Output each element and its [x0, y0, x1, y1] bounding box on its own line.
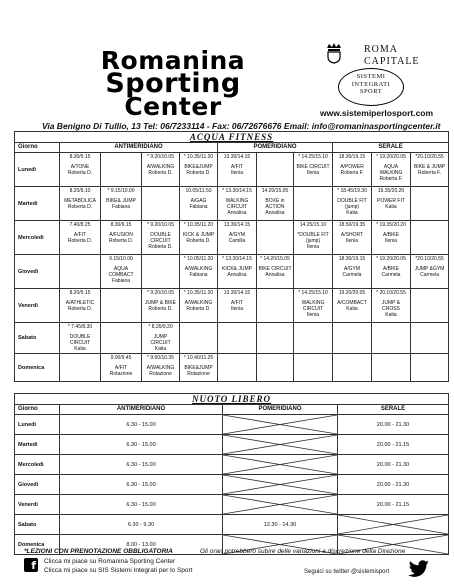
class-name: WALKING CIRCUIT: [301, 300, 325, 312]
class-instructor: Ilenia: [346, 238, 358, 244]
class-cell: [60, 323, 101, 354]
class-time: 8.20/9.15: [69, 290, 91, 296]
class-name: A/ATHLETIC: [65, 300, 95, 306]
class-instructor: Rotazione: [109, 371, 133, 377]
crest-icon: [324, 42, 344, 64]
nuoto-header-giorno: Giorno: [15, 405, 60, 415]
class-instructor: Roberta D.: [148, 244, 173, 250]
class-cell: [218, 153, 257, 187]
class-name: JUMP & BIKE: [144, 300, 177, 306]
logo-line-3: Center: [124, 92, 222, 121]
class-instructor: Roberta D.: [148, 170, 173, 176]
class-instructor: Katia: [74, 346, 86, 352]
class-time: 14.25/15.10: [299, 222, 327, 228]
table-row: [15, 187, 449, 221]
class-time: * 9.20/10.05: [147, 222, 174, 228]
class-cell: [218, 289, 257, 323]
logo-line-1: Romanina: [100, 46, 246, 75]
class-time: * 14.25/15.10: [298, 290, 328, 296]
class-instructor: Ilenia: [231, 170, 243, 176]
class-cell: [101, 153, 142, 187]
class-name: BIKE CIRCUIT: [296, 164, 330, 170]
day-label: Lunedì: [15, 415, 60, 435]
day-label: Mercoledì: [15, 455, 60, 475]
class-cell: [142, 323, 180, 354]
afternoon-hours: [223, 415, 338, 435]
class-instructor: Fabiana: [111, 204, 131, 210]
class-instructor: Ilenia: [231, 306, 243, 312]
class-cell: [333, 289, 372, 323]
capitale-text: CAPITALE: [364, 56, 420, 67]
class-cell: [180, 354, 218, 382]
day-label: Sabato: [15, 515, 60, 535]
table-row: [15, 475, 449, 495]
address-line: Via Benigno Di Tullio, 13 Tel: 06/7233114 - Fax: 06/72676676 Email: info@romaninasportingcenter.it: [42, 121, 441, 131]
class-time: *20.10/20.55: [415, 256, 444, 262]
class-time: 13.30/14.15: [223, 290, 251, 296]
class-cell: [372, 255, 411, 289]
class-cell: [411, 354, 449, 382]
class-cell: [142, 187, 180, 221]
day-label: Venerdì: [15, 495, 60, 515]
class-name: AQUA WALKING: [379, 164, 403, 176]
class-instructor: Katia: [385, 312, 397, 318]
class-name: JUMP &GYM: [414, 266, 445, 272]
table-row: [15, 455, 449, 475]
class-name: DOUBLE FIT (jump): [337, 198, 367, 210]
facebook-link-2[interactable]: Clicca mi piace su SIS Sistemi Integrati per lo Sport: [44, 567, 193, 574]
class-name: A/TONE: [70, 164, 90, 170]
sporting-center-logo: [58, 46, 288, 121]
class-cell: [180, 221, 218, 255]
afternoon-hours: 12.30 - 14.30: [223, 515, 338, 535]
class-cell: [411, 187, 449, 221]
class-time: 8.30/9.15: [110, 222, 132, 228]
class-instructor: Carmela: [420, 272, 439, 278]
closed-cross-icon: [223, 415, 337, 434]
class-name: A/GYM: [343, 266, 361, 272]
nuoto-header-antimeridiano: ANTIMERIDIANO: [60, 405, 223, 415]
evening-hours: 20.00 - 21.15: [338, 435, 449, 455]
class-instructor: Carmela: [342, 272, 362, 278]
class-time: * 9.20/10.05: [147, 154, 174, 160]
class-name: A/GAG: [190, 198, 207, 204]
class-cell: [180, 153, 218, 187]
class-cell: [372, 289, 411, 323]
class-instructor: Annalisa: [265, 272, 285, 278]
sis-line-1: SISTEMI: [356, 73, 386, 80]
table-row: [15, 153, 449, 187]
class-instructor: Roberta D.: [67, 204, 93, 210]
class-time: * 9.15/10.00: [107, 188, 135, 194]
class-cell: [411, 255, 449, 289]
sis-line-2: INTEGRATI: [351, 80, 391, 88]
class-name: A/FUSION: [109, 232, 133, 238]
afternoon-hours: [223, 435, 338, 455]
morning-hours: 6.30 - 9.30: [60, 515, 223, 535]
class-instructor: Rotazione: [149, 371, 172, 377]
class-time: * 10.35/11.20: [183, 290, 214, 296]
class-time: * 19.20/20.05: [376, 154, 406, 160]
class-cell: [101, 187, 142, 221]
class-name: DOUBLE CIRCUIT: [150, 232, 171, 244]
header-pomeridiano: POMERIDIANO: [218, 143, 333, 153]
class-cell: [60, 221, 101, 255]
day-label: Martedì: [15, 187, 60, 221]
class-name: BIKE & JUMP: [413, 164, 446, 170]
table-row: [15, 415, 449, 435]
class-time: * 9.50/10.35: [147, 355, 174, 361]
class-instructor: Ilenia: [307, 312, 319, 318]
roma-text: ROMA: [364, 44, 399, 55]
sis-line-3: SPORT: [359, 88, 383, 95]
class-cell: [142, 153, 180, 187]
nuoto-header-pomeridiano: POMERIDIANO: [223, 405, 338, 415]
class-cell: [333, 153, 372, 187]
day-label: Domenica: [15, 535, 60, 555]
class-time: 10.05/11.50: [185, 188, 212, 194]
class-time: 9.00/9.45: [110, 355, 132, 361]
booking-note: *LEZIONI CON PRENOTAZIONE OBBLIGATORIA: [24, 548, 173, 555]
class-name: BOXE in ACTION: [265, 198, 285, 210]
class-cell: [257, 323, 294, 354]
class-time: * 8.35/9.20: [148, 324, 173, 330]
class-cell: [180, 187, 218, 221]
class-cell: [372, 354, 411, 382]
class-cell: [372, 323, 411, 354]
class-instructor: Roberta D.: [186, 306, 211, 312]
class-name: A/SHORT: [340, 232, 364, 238]
morning-hours: 6.30 - 15.00: [60, 415, 223, 435]
class-time: 8.30/9.15: [69, 154, 91, 160]
class-time: 18.30/19.15: [338, 256, 366, 262]
twitter-link[interactable]: Seguici su twitter @sistemisport: [304, 569, 390, 575]
table-row: [15, 323, 449, 354]
class-instructor: Ilenia: [307, 244, 319, 250]
class-instructor: Camilla: [228, 238, 246, 244]
class-cell: [180, 323, 218, 354]
evening-hours: 20.00 - 21.30: [338, 415, 449, 435]
disclaimer: Gli orari potrebbero subire delle variazioni a discrezione della Direzione: [200, 548, 406, 555]
closed-cross-icon: [223, 435, 337, 454]
class-cell: [411, 153, 449, 187]
class-cell: [257, 255, 294, 289]
class-cell: [101, 255, 142, 289]
class-time: * 14.20/15.05: [260, 256, 290, 262]
class-instructor: Roberta D.: [67, 170, 93, 176]
class-cell: [294, 153, 333, 187]
class-cell: [60, 153, 101, 187]
class-time: 19.20/20.05: [338, 290, 366, 296]
class-name: BIKE CIRCUIT: [258, 266, 292, 272]
nuoto-title: NUOTO LIBERO: [15, 394, 449, 405]
afternoon-hours: [223, 455, 338, 475]
day-label: Martedì: [15, 435, 60, 455]
evening-hours: 20.00 - 21.15: [338, 495, 449, 515]
day-label: Giovedì: [15, 255, 60, 289]
class-cell: [218, 354, 257, 382]
class-name: POWER FIT: [377, 198, 405, 204]
class-cell: [411, 289, 449, 323]
facebook-icon[interactable]: f: [24, 558, 38, 572]
class-instructor: Katia: [346, 210, 358, 216]
class-name: METABOLICA: [64, 198, 96, 204]
class-name: A/FIT: [230, 300, 244, 306]
class-time: * 14.25/15.10: [298, 154, 328, 160]
class-time: 14.20/15.05: [261, 188, 289, 194]
day-label: Venerdì: [15, 289, 60, 323]
class-time: *20.10/20.55: [415, 154, 444, 160]
class-time: 18.50/19.35: [338, 222, 366, 228]
header-antimeridiano: ANTIMERIDIANO: [60, 143, 218, 153]
class-time: * 10.35/11.20: [183, 154, 214, 160]
closed-cross-icon: [223, 475, 337, 494]
table-row: [15, 255, 449, 289]
class-instructor: Katia: [346, 306, 358, 312]
class-instructor: Annalisa: [227, 272, 247, 278]
class-time: * 7.45/8.30: [67, 324, 93, 330]
day-label: Lunedì: [15, 153, 60, 187]
class-instructor: Roberta D.: [186, 170, 211, 176]
class-name: A/BIKE: [382, 232, 400, 238]
class-time: * 10.35/11.20: [183, 222, 214, 228]
class-cell: [142, 354, 180, 382]
class-time: * 10.40/11.25: [183, 355, 214, 361]
class-cell: [257, 221, 294, 255]
class-cell: [257, 187, 294, 221]
class-cell: [218, 255, 257, 289]
sistemi-integrati-logo: [338, 68, 404, 106]
class-name: KICK& JUMP: [221, 266, 252, 272]
class-cell: [101, 221, 142, 255]
class-instructor: Roberta F.: [379, 176, 403, 182]
class-instructor: Fabiana: [189, 272, 208, 278]
class-cell: [333, 221, 372, 255]
class-cell: [60, 187, 101, 221]
facebook-link-1[interactable]: Clicca mi piace su Romanina Sporting Center: [44, 558, 176, 565]
table-row: [15, 289, 449, 323]
class-cell: [60, 354, 101, 382]
class-cell: [294, 187, 333, 221]
class-instructor: Ilenia: [307, 170, 319, 176]
day-label: Mercoledì: [15, 221, 60, 255]
class-name: BIKE&JUMP: [184, 164, 213, 170]
class-name: A/POWER: [340, 164, 364, 170]
class-name: JUMP & CROSS: [381, 300, 401, 312]
class-name: JUMP CIRCUIT: [150, 334, 171, 346]
class-instructor: Fabiana: [111, 278, 131, 284]
class-cell: [411, 221, 449, 255]
class-instructor: Annalisa: [227, 210, 247, 216]
class-instructor: Rotazione: [187, 371, 210, 377]
class-name: A/COMBACT: [337, 300, 367, 306]
class-cell: [294, 323, 333, 354]
day-label: Sabato: [15, 323, 60, 354]
class-cell: [142, 221, 180, 255]
evening-hours: 20.00 - 21.30: [338, 455, 449, 475]
class-instructor: Roberta D.: [186, 238, 211, 244]
class-instructor: Roberta D.: [67, 306, 93, 312]
class-name: A/FIT: [230, 164, 244, 170]
class-cell: [218, 221, 257, 255]
class-cell: [333, 187, 372, 221]
class-name: *DOUBLE FIT (jump): [297, 232, 329, 244]
class-name: DOUBLE CIRCUIT: [69, 334, 91, 346]
class-cell: [257, 289, 294, 323]
afternoon-hours: [223, 495, 338, 515]
class-name: A/WALKING: [184, 300, 213, 306]
class-name: KICK & JUMP: [182, 232, 215, 238]
class-cell: [372, 221, 411, 255]
acqua-title: ACQUA FITNESS: [15, 132, 449, 143]
class-name: A/FIT: [114, 365, 128, 371]
header-serale: SERALE: [333, 143, 449, 153]
class-time: * 13.30/14.15: [222, 188, 252, 194]
class-cell: [218, 323, 257, 354]
table-row: [15, 515, 449, 535]
nuoto-header-serale: SERALE: [338, 405, 449, 415]
class-name: A/GYM: [228, 232, 246, 238]
closed-cross-icon: [338, 515, 448, 534]
class-time: 18.30/19.15: [338, 154, 366, 160]
class-name: BIKE& JUMP: [106, 198, 136, 204]
table-row: [15, 435, 449, 455]
class-time: 7.40/8.25: [69, 222, 91, 228]
class-cell: [60, 289, 101, 323]
closed-cross-icon: [223, 495, 337, 514]
table-row: [15, 221, 449, 255]
evening-hours: [338, 515, 449, 535]
class-instructor: Katia: [154, 346, 167, 352]
morning-hours: 6.30 - 15.00: [60, 435, 223, 455]
class-cell: [142, 255, 180, 289]
nuoto-libero-table: [14, 393, 449, 555]
morning-hours: 6.30 - 15.00: [60, 455, 223, 475]
evening-hours: 20.00 - 21.30: [338, 475, 449, 495]
class-cell: [333, 323, 372, 354]
class-time: * 20.10/20.55: [376, 290, 406, 296]
class-instructor: Katia: [385, 204, 397, 210]
class-cell: [101, 323, 142, 354]
class-name: A/FIT: [73, 232, 87, 238]
morning-hours: 6.30 - 15.00: [60, 475, 223, 495]
day-label: Domenica: [15, 354, 60, 382]
class-cell: [101, 354, 142, 382]
class-time: * 19.35/20.20: [376, 222, 406, 228]
class-name: A/WALKING: [146, 164, 175, 170]
acqua-fitness-table: [14, 131, 449, 382]
class-time: * 18.45/19.30: [337, 188, 367, 194]
class-name: A/WALKING: [184, 266, 213, 272]
closed-cross-icon: [223, 455, 337, 474]
class-name: AQUA COMBACT: [108, 266, 134, 278]
class-cell: [180, 289, 218, 323]
class-name: WALKING CIRCUIT: [225, 198, 249, 210]
class-cell: [294, 354, 333, 382]
class-instructor: Roberta D.: [148, 306, 173, 312]
class-time: 8.20/9.10: [69, 188, 91, 194]
twitter-bird-icon[interactable]: [408, 560, 430, 578]
class-cell: [218, 187, 257, 221]
class-cell: [294, 289, 333, 323]
class-cell: [257, 354, 294, 382]
class-time: 13.30/14.15: [223, 222, 251, 228]
class-cell: [411, 323, 449, 354]
table-row: [15, 354, 449, 382]
class-cell: [294, 255, 333, 289]
class-cell: [60, 255, 101, 289]
class-instructor: Roberta D.: [108, 238, 134, 244]
logo-line-2: Sporting: [105, 68, 241, 99]
class-cell: [372, 187, 411, 221]
afternoon-hours: [223, 475, 338, 495]
class-time: * 13.30/14.15: [222, 256, 252, 262]
class-instructor: Carmela: [381, 272, 401, 278]
class-instructor: Fabiana: [189, 204, 208, 210]
website-link[interactable]: www.sistemiperlosport.com: [320, 108, 434, 118]
table-row: [15, 495, 449, 515]
class-cell: [180, 255, 218, 289]
class-cell: [142, 289, 180, 323]
class-instructor: Roberta D.: [67, 238, 93, 244]
class-instructor: Ilenia: [385, 238, 397, 244]
class-cell: [333, 255, 372, 289]
class-time: * 9.20/10.05: [147, 290, 174, 296]
class-time: 9.15/10.00: [109, 256, 133, 262]
class-time: 13.30/14.15: [223, 154, 251, 160]
class-cell: [372, 153, 411, 187]
class-cell: [333, 354, 372, 382]
day-label: Giovedì: [15, 475, 60, 495]
header-giorno: Giorno: [15, 143, 60, 153]
morning-hours: 8.00 - 13.00: [60, 535, 223, 555]
class-time: 19.35/20.20: [377, 188, 405, 194]
class-instructor: Roberta F.: [340, 170, 364, 176]
class-instructor: Annalisa: [265, 210, 285, 216]
class-name: BIKE&JUMP: [184, 365, 213, 371]
class-name: A/BIKE: [382, 266, 400, 272]
class-cell: [257, 153, 294, 187]
class-time: * 19.20/20.05: [376, 256, 406, 262]
morning-hours: 6.30 - 15.00: [60, 495, 223, 515]
class-cell: [294, 221, 333, 255]
class-cell: [101, 289, 142, 323]
class-instructor: Roberta F.: [417, 170, 442, 176]
class-name: A/WALKING: [146, 365, 175, 371]
class-time: * 10.05/11.20: [183, 256, 214, 262]
